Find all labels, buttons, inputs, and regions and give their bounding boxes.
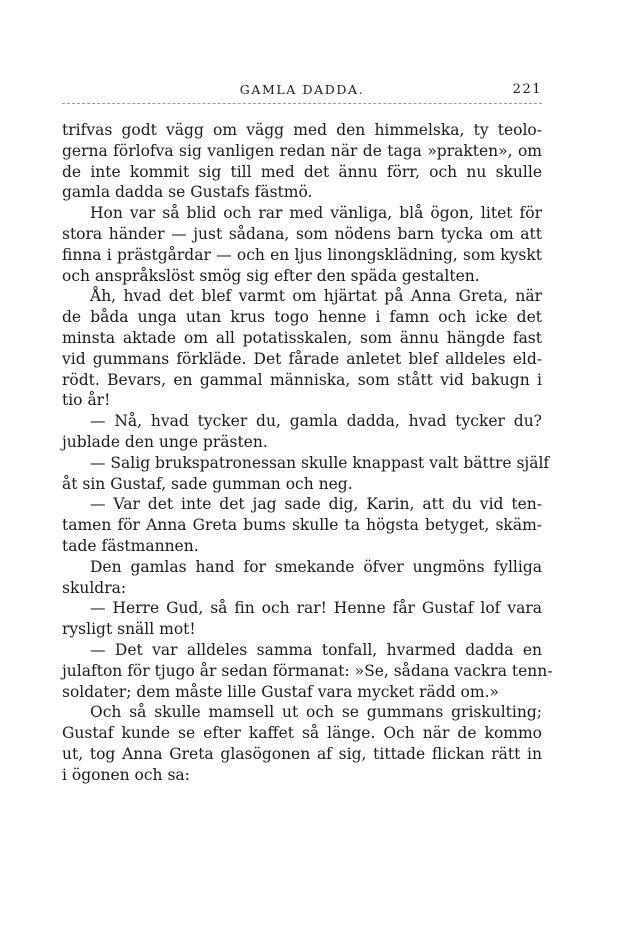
text-line: och anspråkslöst smög sig efter den späda gestalten. (62, 266, 480, 285)
text-line: stora händer — just sådana, som nödens barn tycka om att (62, 224, 542, 243)
text-line: — Herre Gud, så fin och rar! Henne får Gustaf lof vara (90, 599, 542, 618)
text-line: gerna förlofva sig vanligen redan när de taga »prakten», om (62, 141, 542, 160)
text-line: julafton för tjugo år sedan förmanat: »Se, sådana vackra tenn- (62, 661, 553, 680)
text-line: vid gummans förkläde. Det fårade anletet blef alldeles eld- (62, 349, 542, 368)
text-line: — Det var alldeles samma tonfall, hvarmed dadda en (90, 640, 542, 659)
text-line: jublade den unge prästen. (62, 432, 268, 451)
page-number: 221 (512, 82, 542, 97)
text-line: — Nå, hvad tycker du, gamla dadda, hvad tycker du? (90, 412, 542, 431)
running-title: GAMLA DADDA. (239, 82, 365, 97)
text-line: — Salig brukspatronessan skulle knappast valt bättre själf (90, 453, 550, 472)
text-line: Åh, hvad det blef varmt om hjärtat på Anna Greta, när (90, 287, 542, 306)
text-line: i ögonen och sa: (62, 765, 190, 784)
text-line: trifvas godt vägg om vägg med den himmelska, ty teolo- (62, 121, 542, 139)
text-line: Den gamlas hand for smekande öfver ungmöns fylliga (90, 557, 542, 576)
text-line: — Var det inte det jag sade dig, Karin, att du vid ten- (90, 495, 542, 514)
text-line: skuldra: (62, 578, 127, 597)
text-line: rysligt snäll mot! (62, 620, 196, 639)
text-line: gamla dadda se Gustafs fästmö. (62, 183, 313, 202)
text-line: tade fästmannen. (62, 536, 199, 555)
text-line: Och så skulle mamsell ut och se gummans griskulting; (90, 703, 542, 722)
text-line: tamen för Anna Greta bums skulle ta högsta betyget, skäm- (62, 516, 542, 535)
text-line: minsta aktade om all potatisskalen, som ännu hängde fast (62, 328, 542, 347)
text-line: Gustaf kunde se efter kaffet så länge. Och när de kommo (62, 724, 542, 743)
text-line: ut, tog Anna Greta glasögonen af sig, tittade flickan rätt in (62, 744, 542, 763)
text-line: finna i prästgårdar — och en ljus linongsklädning, som kyskt (62, 245, 542, 264)
text-line: tio år! (62, 391, 111, 410)
header-rule (62, 103, 542, 104)
text-line: Hon var så blid och rar med vänliga, blå ögon, litet för (90, 204, 542, 223)
body-text (62, 120, 553, 786)
text-line: rödt. Bevars, en gammal människa, som stått vid bakugn i (62, 370, 542, 389)
text-line: soldater; dem måste lille Gustaf vara mycket rädd om.» (62, 682, 499, 701)
text-line: åt sin Gustaf, sade gumman och neg. (62, 474, 353, 493)
text-line: de inte kommit sig till med det ännu förr, och nu skulle (62, 162, 542, 181)
text-line: de båda unga utan krus togo henne i famn och icke det (62, 308, 542, 327)
page-header (62, 82, 542, 102)
